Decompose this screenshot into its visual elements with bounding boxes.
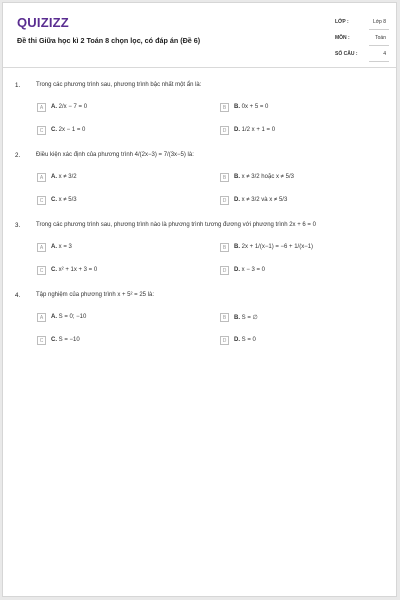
meta-subject [333,33,389,47]
meta-underline [369,29,389,30]
question-number: 1. [15,82,21,89]
option-text: 2/x − 7 = 0 [58,104,88,110]
option-letter-box: B [220,173,229,182]
option-text: 1/2 x + 1 = 0 [241,127,276,133]
option-letter-box: D [220,266,229,275]
option-letter-box: B [220,313,229,322]
option-label: B. [234,315,240,321]
meta-value: 4 [383,51,386,57]
option-letter-box: A [37,313,46,322]
option-text: x ≠ 3/2 và x ≠ 5/3 [241,197,288,203]
option-label: A. [51,244,57,250]
option-text: 2x − 1 = 0 [58,127,86,133]
option-text: 2x + 1/(x−1) = −6 + 1/(x−1) [241,244,314,250]
option-text: x − 3 = 0 [241,267,266,273]
option-letter-box: D [220,196,229,205]
option-text: x ≠ 3/2 [58,174,77,180]
option-letter-box: A [37,103,46,112]
option-text: x² + 1x + 3 = 0 [58,267,98,273]
option-letter-box: D [220,126,229,135]
question-number: 3. [15,222,21,229]
question-number: 4. [15,292,21,299]
question-number: 2. [15,152,21,159]
option-text: x = 3 [58,244,72,250]
question-text: Tập nghiệm của phương trình x + 5² = 25 là: [36,292,155,298]
option-label: D. [234,267,240,273]
option-label: A. [51,174,57,180]
option-text: S = 0; −10 [58,314,87,320]
meta-underline [369,45,389,46]
option-letter-box: C [37,336,46,345]
worksheet-header [3,3,396,68]
option-letter-box: C [37,196,46,205]
option-label: B. [234,174,240,180]
meta-value: Lớp 8 [372,19,386,25]
option-label: D. [234,197,240,203]
option-label: D. [234,337,240,343]
question-text: Điều kiện xác định của phương trình 4/(2x−3) = 7/(3x−5) là: [36,152,194,158]
option-label: C. [51,127,57,133]
option-text: 0x + 5 = 0 [241,104,269,110]
option-text: x ≠ 5/3 [58,197,77,203]
option-text: x ≠ 3/2 hoặc x ≠ 5/3 [241,174,294,180]
question-text: Trong các phương trình sau, phương trình bậc nhất một ẩn là: [36,82,202,88]
meta-underline [369,61,389,62]
option-letter-box: B [220,103,229,112]
option-letter-box: C [37,126,46,135]
option-text: S = ∅ [241,315,258,321]
meta-count [333,49,389,63]
option-label: A. [51,314,57,320]
meta-key: SỐ CÂU : [335,51,358,57]
option-label: B. [234,244,240,250]
meta-value: Toán [375,35,386,41]
option-letter-box: D [220,336,229,345]
option-letter-box: B [220,243,229,252]
worksheet-page [2,2,397,597]
option-label: D. [234,127,240,133]
option-label: C. [51,267,57,273]
meta-key: MÔN : [335,35,350,41]
option-label: A. [51,104,57,110]
option-text: S = 0 [241,337,256,343]
option-letter-box: A [37,243,46,252]
option-label: C. [51,197,57,203]
option-label: C. [51,337,57,343]
meta-class [333,17,389,31]
option-label: B. [234,104,240,110]
option-letter-box: A [37,173,46,182]
meta-key: LỚP : [335,19,349,25]
quizizz-logo: QUIZIZZ [17,15,69,30]
option-text: S = −10 [58,337,80,343]
question-text: Trong các phương trình sau, phương trình nào là phương trình tương đương với phương trình 2x + 6 = 0 [36,222,316,228]
page-title: Đề thi Giữa học kì 2 Toán 8 chọn lọc, có đáp án (Đề 6) [17,36,201,45]
option-letter-box: C [37,266,46,275]
